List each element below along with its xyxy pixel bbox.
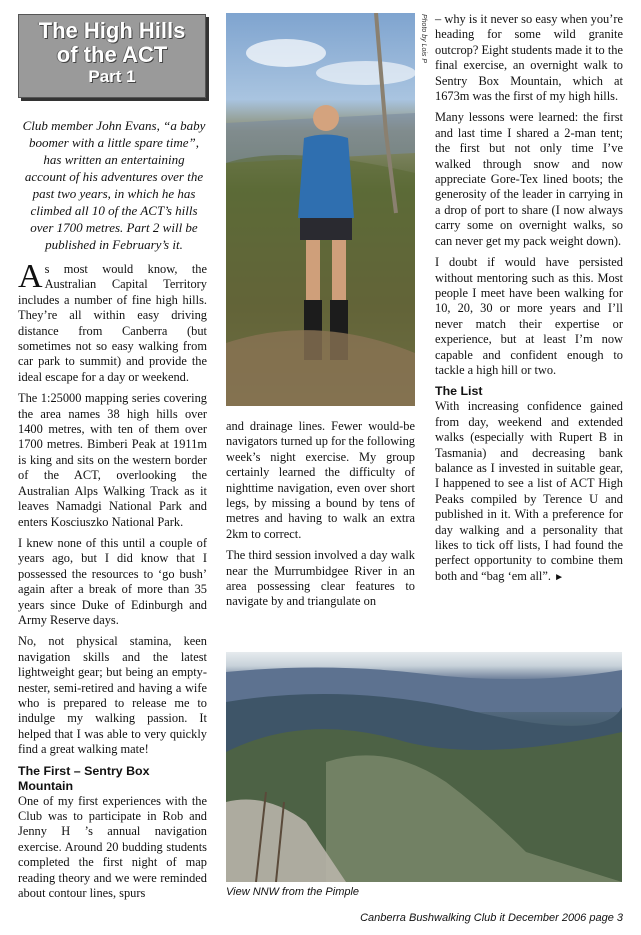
landscape-photo: [226, 652, 622, 882]
paragraph: and drainage lines. Fewer would-be navigators turned up for the following week’s night exercise. My group certainly learned the difficulty of nighttime navigation, even over short legs, by missing a bound by tens of metres and having to walk an extra 2km to correct.: [226, 419, 415, 541]
photo-credit: Photo by Lois P: [420, 14, 427, 64]
paragraph: The 1:25000 mapping series covering the area names 38 high hills over 1400 metres, with ten of them over 1700 metres. Bimberi Peak at 1911m is king and sits on the western border of the ACT, overlooking the Australian Alps Walking Track as it leaves Namadgi National Park and enters Kosciuszko National Park.: [18, 391, 207, 529]
paragraph: I doubt if would have persisted without mentoring such as this. Most people I meet have been walking for 10, 20, 30 or more years and I’ll never match their expertise or experience, but at least I’m now capable and confident enough to tackle a high hill or two.: [435, 255, 623, 377]
title-line-1: The High Hills: [38, 18, 186, 43]
paragraph: One of my first experiences with the Club was to participate in Rob and Jenny H ’s annual navigation exercise. Around 20 budding students completed the first night of map reading theory and we were reminded about contour lines, spurs: [18, 793, 207, 901]
section-heading: The First – Sentry Box Mountain: [18, 763, 150, 793]
walker-illustration: [226, 13, 415, 406]
paragraph: Many lessons were learned: the first and last time I shared a 2-man tent; the first but not only time I’ve walked through snow and now appreciate Gore-Tex lined boots; the generosity of the leader in carrying in a drop of port to share (I now always carry some on overnight walks, so can never get my pack weight down).: [435, 110, 623, 248]
walker-photo: [226, 13, 415, 406]
paragraph: I knew none of this until a couple of years ago, but I did know that I possessed the resources to ‘go bush’ again after a break of more than 35 years since Duke of Edinburgh and Army Reserve days.: [18, 535, 207, 627]
paragraph: No, not physical stamina, keen navigation skills and the latest lightweight gear; but being an empty-nester, semi-retired and having a wife who is prepared to release me to indulge my walking passion. It helped that I was able to very quickly find a great walking mate!: [18, 634, 207, 757]
title-box: [18, 14, 206, 98]
title-line-2: of the ACT: [56, 42, 168, 67]
column-2: [226, 419, 415, 616]
photo-caption: View NNW from the Pimple: [226, 886, 360, 898]
paragraph: – why is it never so easy when you’re heading for some wild granite outcrop? Eight students made it to the final exercise, an overnight walk to Sentry Box Mountain, which at 1673m was the first of my high hills.: [435, 12, 623, 104]
paragraph-text: With increasing confidence gained from day, weekend and extended walks (especially with Rupert B in Tasmania) and decreasing bank balance as I invested in suitable gear, I happened to see a list of ACT High Peaks compiled by Terence U and published in it. With a preference for day walking and a personality that likes to tick off lists, I had found the perfect opportunity to combine them both and “bag ‘em all”.: [435, 399, 623, 583]
paragraph: [435, 399, 623, 585]
drop-cap: A: [18, 258, 43, 295]
landscape-illustration: [226, 652, 622, 882]
column-3: [435, 12, 623, 591]
column-1: [18, 258, 207, 907]
title-part: Part 1: [88, 67, 136, 86]
section-heading: The List: [435, 384, 483, 399]
page-footer: Canberra Bushwalking Club it December 2006 page 3: [360, 912, 623, 924]
continue-arrow-icon: ►: [554, 571, 564, 583]
paragraph: The third session involved a day walk near the Murrumbidgee River in an area possessing clear features to navigate by and triangulate on: [226, 548, 415, 609]
paragraph: [18, 258, 207, 385]
paragraph-text: s most would know, the Australian Capital Territory includes a number of fine high hills. They’re all within easy driving distance from Canberra (but sometimes not so easy walking from car park to summit) and provide the ideal escape for a day or weekend.: [18, 262, 207, 384]
intro-blurb: Club member John Evans, “a baby boomer with a little spare time”, has written an entertaining account of his adventures over the past two years, in which he has climbed all 10 of the ACT’s hills over 1700 metres. Part 2 will be published in February’s it.: [22, 118, 206, 252]
